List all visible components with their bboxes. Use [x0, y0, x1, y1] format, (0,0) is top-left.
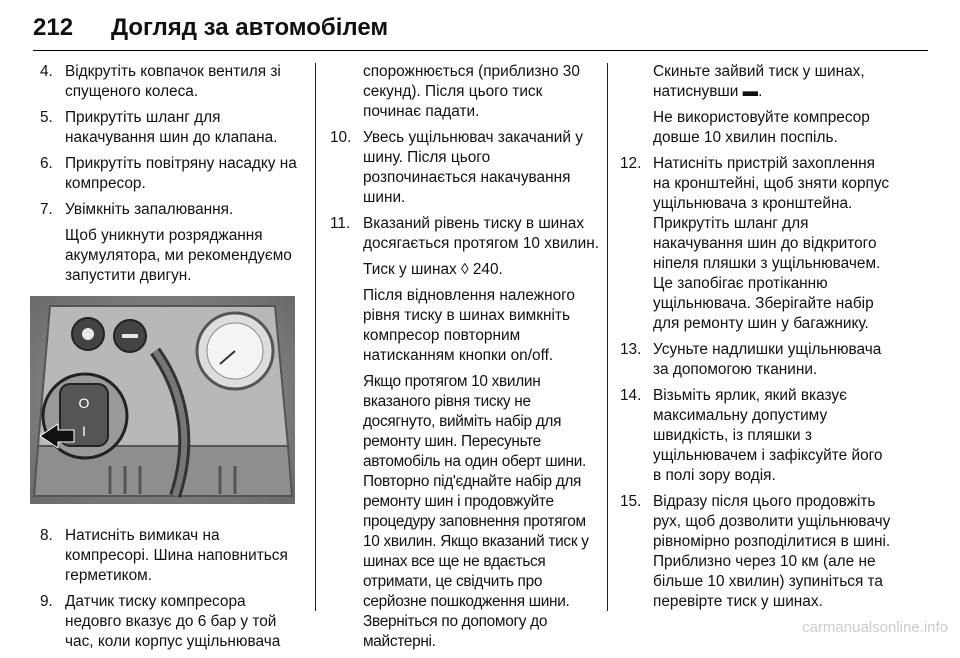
step-11-paragraph-2: Якщо протягом 10 хвилин вказаного рівня тиску не досягнуто, вийміть набір для ремонту шин. Пересуньте автомобіль на один оберт шини. Повторно під'єднайте набір для ремонту шин і продовжуйте процедуру заповнення протягом 10 хвилин. Якщо вказаний тиск у шинах все ще не вдається отримати, це свідчить про серйозне пошкодження шини. Зверніться по допомогу до майстерні.	[363, 373, 589, 650]
step-11	[330, 214, 600, 254]
switch-on-label: I	[82, 423, 86, 439]
step-text: Візьміть ярлик, який вказує максимальну допустиму швидкість, із пляшки з ущільнювачем і зафіксуйте його в полі зору водія.	[653, 387, 883, 484]
switch-off-label: O	[78, 395, 90, 411]
step-12	[620, 154, 892, 334]
step-15	[620, 492, 892, 612]
reference-page: 240.	[472, 261, 503, 278]
step-number: 13.	[620, 341, 642, 358]
step-6	[40, 154, 306, 194]
step-text: Натисніть вимикач на компресорі. Шина наповниться герметиком.	[65, 527, 288, 584]
step-text: Усуньте надлишки ущільнювача за допомогою тканини.	[653, 341, 882, 378]
step-number: 12.	[620, 155, 642, 172]
step-5	[40, 108, 306, 148]
compressor-illustration	[30, 296, 295, 504]
page-reference-icon: ◊	[460, 261, 469, 278]
column-right	[620, 62, 892, 618]
page-number: 212	[33, 14, 74, 41]
step-number: 9.	[40, 593, 53, 610]
header-rule	[33, 50, 928, 51]
step-number: 4.	[40, 63, 53, 80]
step-10	[330, 128, 600, 208]
step-11-paragraph-1: Після відновлення належного рівня тиску в шинах вимкніть компресор повторним натисканням кнопки on/off.	[363, 287, 575, 364]
step-number: 8.	[40, 527, 53, 544]
step-number: 10.	[330, 129, 352, 146]
compressor-time-warning: Не використовуйте компресор довше 10 хвилин поспіль.	[653, 109, 870, 146]
column-divider-1	[315, 63, 316, 611]
page-header	[33, 14, 928, 50]
release-text: Скиньте зайвий тиск у шинах, натиснувши	[653, 63, 865, 100]
step-number: 7.	[40, 201, 53, 218]
step-4	[40, 62, 306, 102]
step-9-continuation: спорожнюється (приблизно 30 секунд). Після цього тиск починає падати.	[363, 63, 580, 120]
step-7	[40, 200, 306, 220]
step-text: Увесь ущільнювач закачаний у шину. Після цього розпочинається накачування шини.	[363, 129, 583, 206]
step-number: 6.	[40, 155, 53, 172]
step-number: 11.	[330, 215, 351, 232]
compressor-drawing	[30, 296, 295, 504]
watermark: carmanualsonline.info	[802, 619, 948, 636]
step-number: 15.	[620, 493, 642, 510]
step-text: Відкрутіть ковпачок вентиля зі спущеного колеса.	[65, 63, 281, 100]
column-divider-2	[607, 63, 608, 611]
step-text: Вказаний рівень тиску в шинах досягається протягом 10 хвилин.	[363, 215, 600, 252]
step-text: Відразу після цього продовжіть рух, щоб дозволити ущільнювачу рівномірно розподілитися в шині. Приблизно через 10 км (але не більше 10 хвилин) зупиніться та перевірте тиск у шинах.	[653, 493, 891, 610]
step-8	[40, 526, 306, 586]
page-title: Догляд за автомобілем	[111, 14, 389, 41]
step-9	[40, 592, 306, 652]
step-text: Датчик тиску компресора недовго вказує до 6 бар у той час, коли корпус ущільнювача	[65, 593, 281, 650]
release-pressure-note	[620, 62, 892, 102]
step-text: Увімкніть запалювання.	[65, 201, 234, 218]
minus-button-icon: ▬	[742, 83, 759, 100]
step-13	[620, 340, 892, 380]
release-text-end: .	[758, 83, 763, 100]
column-left	[40, 62, 306, 658]
step-text: Натисніть пристрій захоплення на кронштейні, щоб зняти корпус ущільнювача з кронштейна. Прикрутіть шланг для накачування шин до відкритого ніпеля пляшки з ущільнювачем. Це запобігає протіканню ущільнювача. Зберігайте набір для ремонту шин у багажнику.	[653, 155, 890, 332]
column-middle	[330, 62, 600, 658]
step-7-note: Щоб уникнути розряджання акумулятора, ми рекомендуємо запустити двигун.	[65, 227, 292, 284]
step-text: Прикрутіть шланг для накачування шин до клапана.	[65, 109, 278, 146]
step-number: 5.	[40, 109, 53, 126]
step-number: 14.	[620, 387, 642, 404]
step-text: Прикрутіть повітряну насадку на компресор.	[65, 155, 297, 192]
tyre-pressure-reference[interactable]	[330, 260, 600, 280]
step-14	[620, 386, 892, 486]
reference-text: Тиск у шинах	[363, 261, 457, 278]
